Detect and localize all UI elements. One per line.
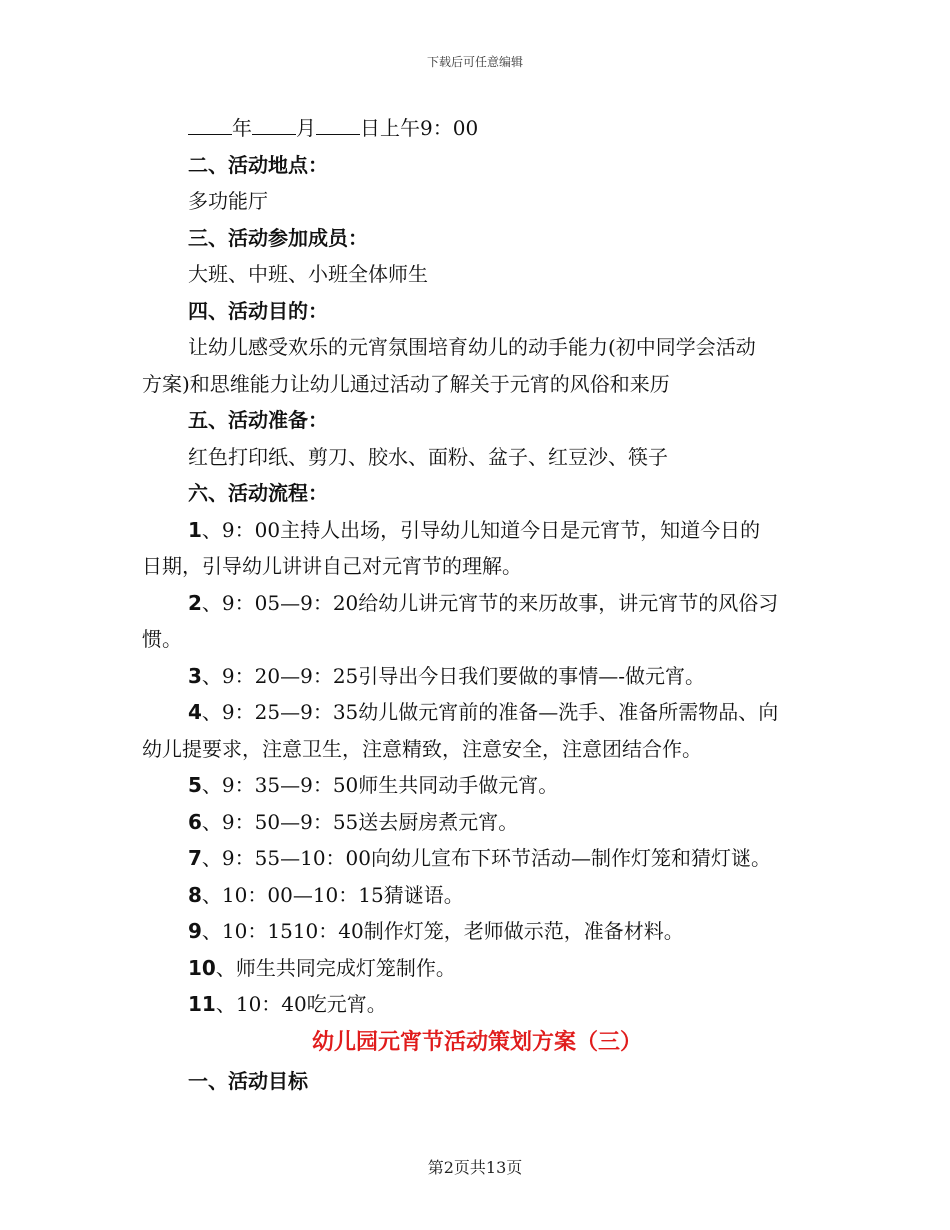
section-text-members: 大班、中班、小班全体师生 [188,262,428,286]
section-text-place: 多功能厅 [188,189,268,213]
page-footer: 第2页共13页 [427,1158,523,1177]
step-number: 1 [188,517,202,542]
step-number: 8 [188,882,202,907]
step-number: 2 [188,590,202,615]
step-11 [142,986,812,1023]
step-2 [142,585,812,622]
flow-steps-list [142,512,812,1023]
step-number: 7 [188,846,202,870]
next-plan-title: 幼儿园元宵节活动策划方案（三） [311,1029,642,1055]
step-number: 3 [188,663,202,688]
date-line [142,110,812,147]
blank-day [316,116,360,135]
section-heading-place: 二、活动地点： [188,152,328,177]
document-body [142,110,812,1099]
step-text: 、9：00主持人出场，引导幼儿知道今日是元宵节，知道今日的 [201,517,761,542]
step-text: 、9：25—9：35幼儿做元宵前的准备—洗手、准备所需物品、向 [201,700,779,724]
section-text-goal-line2: 方案)和思维能力让幼儿通过活动了解关于元宵的风俗和来历 [142,371,670,396]
step-text: 、10：40吃元宵。 [215,992,387,1016]
step-text: 、10：1510：40制作灯笼，老师做示范，准备材料。 [201,919,684,943]
step-6 [142,804,812,841]
step-7 [142,840,812,877]
step-3 [142,658,812,695]
step-number: 4 [188,700,202,724]
step-number: 6 [188,809,202,834]
section-text-prep: 红色打印纸、剪刀、胶水、面粉、盆子、红豆沙、筷子 [188,444,668,469]
blank-month [252,116,296,135]
year-label: 年 [232,116,252,140]
section-text-goal-line1: 让幼儿感受欢乐的元宵氛围培育幼儿的动手能力(初中同学会活动 [188,335,756,359]
step-4 [142,694,812,731]
step-1 [142,512,812,549]
step-text: 、9：20—9：25引导出今日我们要做的事情—-做元宵。 [201,663,706,688]
step-number: 9 [188,919,202,943]
step-1-continued: 日期，引导幼儿讲讲自己对元宵节的理解。 [142,554,522,578]
page-header: 下载后可任意编辑 [426,55,523,69]
step-text: 、10：00—10：15猜谜语。 [201,882,464,907]
section-heading-members: 三、活动参加成员： [188,225,368,250]
step-text: 、9：05—9：20给幼儿讲元宵节的来历故事，讲元宵节的风俗习 [201,590,779,615]
day-time-label: 日上午9：00 [360,116,479,140]
step-10 [142,950,812,987]
step-number: 11 [188,992,216,1016]
step-text: 、师生共同完成灯笼制作。 [215,955,456,980]
step-text: 、9：55—10：00向幼儿宣布下环节活动—制作灯笼和猜灯谜。 [201,846,771,870]
step-number: 10 [188,955,216,980]
step-text: 、9：50—9：55送去厨房煮元宵。 [201,809,519,834]
section-heading-flow: 六、活动流程： [188,481,328,505]
blank-year [188,116,232,135]
step-4-continued: 幼儿提要求，注意卫生，注意精致，注意安全，注意团结合作。 [142,736,702,761]
section-heading-goal: 四、活动目的： [188,298,328,323]
step-5 [142,767,812,804]
section-heading-prep: 五、活动准备： [188,408,328,432]
step-8 [142,877,812,914]
step-number: 5 [188,773,202,797]
step-2-continued: 惯。 [142,627,182,651]
month-label: 月 [296,116,316,140]
step-9 [142,913,812,950]
section-heading-objectives: 一、活动目标 [188,1068,308,1093]
step-text: 、9：35—9：50师生共同动手做元宵。 [201,773,559,797]
